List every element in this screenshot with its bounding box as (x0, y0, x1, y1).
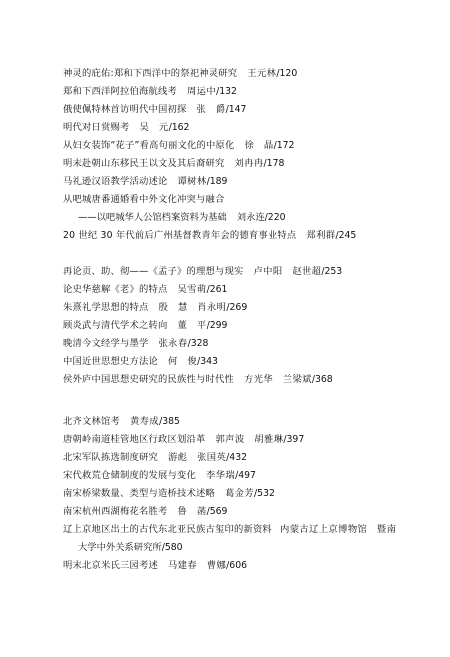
entry-title: 明代对日赏赐考 (63, 122, 130, 133)
entry-page: /120 (276, 68, 298, 79)
entry-author: 董 平 (177, 320, 207, 331)
toc-entry[interactable] (63, 524, 444, 536)
entry-title: 晚清今文经学与墨学 (63, 338, 149, 349)
entry-author: 黄寿成 (129, 416, 160, 427)
entry-page: /606 (226, 560, 248, 571)
entry-page: /497 (235, 470, 256, 481)
entry-title: 南宋杭州西湖梅花名胜考 (63, 506, 168, 517)
entry-author: 张 爵 (196, 104, 226, 115)
entry-page: /432 (226, 452, 248, 463)
toc-entry[interactable] (63, 176, 444, 188)
toc-entry[interactable] (63, 230, 444, 242)
entry-subtitle: ——以吧城华人公馆档案资料为基础 (78, 212, 227, 223)
entry-title: 北宋军队拣选制度研究 (63, 452, 158, 463)
entry-author: 吴 元 (139, 122, 169, 133)
entry-page: /261 (206, 284, 228, 295)
entry-page: /328 (187, 338, 209, 349)
toc-entry[interactable] (63, 338, 444, 350)
entry-author: 周运中 (186, 86, 217, 97)
toc-entry[interactable] (63, 266, 444, 278)
entry-author: 卢中阳 赵世超 (253, 266, 322, 277)
toc-entry[interactable] (63, 104, 444, 116)
entry-page: /178 (263, 158, 285, 169)
entry-page: /189 (206, 176, 228, 187)
entry-page: /147 (225, 104, 247, 115)
entry-page: /580 (161, 542, 183, 553)
toc-entry[interactable] (63, 506, 444, 518)
entry-title: 神灵的庇佑:郑和下西洋中的祭祀神灵研究 (63, 68, 238, 79)
entry-author: 马建春 曹娜 (167, 560, 227, 571)
entry-author: 王元林 (247, 68, 277, 79)
toc-entry[interactable] (63, 488, 444, 500)
toc-entry[interactable] (63, 434, 444, 446)
toc-entry[interactable] (63, 302, 444, 314)
entry-page: /368 (311, 374, 333, 385)
toc-entry[interactable] (63, 284, 444, 296)
entry-title: 俄使佩特林首访明代中国初探 (63, 104, 187, 115)
entry-title: 明末赴朝山东移民王以文及其后裔研究 (63, 158, 225, 169)
entry-title: 中国近世思想史方法论 (63, 356, 158, 367)
toc-entry-subtitle[interactable] (78, 542, 183, 554)
entry-page: /299 (206, 320, 228, 331)
entry-author: 游彪 张国英 (167, 452, 227, 463)
entry-title: 宋代救荒仓储制度的发展与变化 (63, 470, 196, 481)
entry-author: 郑利群 (306, 230, 336, 241)
entry-author-continued: 大学中外关系研究所 (78, 542, 162, 553)
entry-title: 从妇女装饰“花子”看高句丽文化的中原化 (63, 140, 235, 151)
toc-entry[interactable] (63, 68, 444, 80)
toc-entry[interactable] (63, 452, 444, 464)
entry-page: /343 (197, 356, 218, 367)
toc-entry[interactable] (63, 122, 444, 134)
entry-title: 论史华慈解《老》的特点 (63, 284, 168, 295)
entry-title: 北齐文林馆考 (63, 416, 120, 427)
entry-title: 马礼逊汉语教学活动述论 (63, 176, 168, 187)
entry-author: 内蒙古辽上京博物馆 暨南 (279, 524, 397, 535)
toc-entry[interactable] (63, 194, 444, 206)
entry-author: 何 俊 (167, 356, 198, 367)
entry-page: /269 (226, 302, 248, 313)
entry-title: 朱熹礼学思想的特点 (63, 302, 149, 313)
entry-page: /569 (206, 506, 228, 517)
entry-author: 郭声波 胡雅琳 (215, 434, 284, 445)
entry-title: 南宋桥梁数量、类型与造桥技术述略 (63, 488, 215, 499)
entry-page: /253 (321, 266, 343, 277)
entry-page: /172 (273, 140, 295, 151)
entry-author: 谭树林 (177, 176, 207, 187)
toc-entry[interactable] (63, 560, 444, 572)
entry-title: 从吧城唐番通婚看中外文化冲突与融合 (63, 194, 225, 205)
entry-title: 再论贡、助、彻——《孟子》的理想与现实 (63, 266, 244, 277)
entry-page: /132 (216, 86, 237, 97)
entry-author: 李华瑞 (205, 470, 236, 481)
entry-page: /245 (335, 230, 357, 241)
entry-title: 侯外庐中国思想史研究的民族性与时代性 (63, 374, 234, 385)
entry-author: 刘永连 (236, 212, 265, 223)
toc-entry[interactable] (63, 470, 444, 482)
entry-page: /162 (168, 122, 190, 133)
toc-entry[interactable] (63, 140, 444, 152)
entry-title: 明末北京米氏三园考述 (63, 560, 158, 571)
entry-title: 郑和下西洋阿拉伯海航线考 (63, 86, 177, 97)
entry-author: 鲁 菡 (177, 506, 207, 517)
entry-author: 葛金芳 (224, 488, 255, 499)
entry-page: /220 (264, 212, 286, 223)
toc-entry[interactable] (63, 158, 444, 170)
entry-author: 张永春 (158, 338, 188, 349)
toc-entry[interactable] (63, 320, 444, 332)
entry-author: 方光华 兰梁斌 (243, 374, 312, 385)
entry-page: /532 (254, 488, 275, 499)
entry-author: 刘冉冉 (234, 158, 264, 169)
entry-author: 徐 晶 (244, 140, 274, 151)
toc-entry[interactable] (63, 374, 444, 386)
toc-entry[interactable] (63, 416, 444, 428)
toc-entry-subtitle[interactable] (78, 212, 286, 224)
entry-author: 殷 慧 肖永明 (158, 302, 227, 313)
entry-title: 20 世纪 30 年代前后广州基督教青年会的德育事业特点 (63, 230, 297, 241)
entry-title: 顾炎武与清代学术之转向 (63, 320, 168, 331)
entry-title: 唐朝岭南道桂管地区行政区划沿革 (63, 434, 206, 445)
entry-page: /385 (159, 416, 180, 427)
entry-page: /397 (283, 434, 305, 445)
entry-author: 吴雪萌 (177, 284, 207, 295)
toc-entry[interactable] (63, 86, 444, 98)
toc-entry[interactable] (63, 356, 444, 368)
entry-title: 辽上京地区出土的古代东北亚民族古玺印的新资料 (63, 524, 272, 535)
